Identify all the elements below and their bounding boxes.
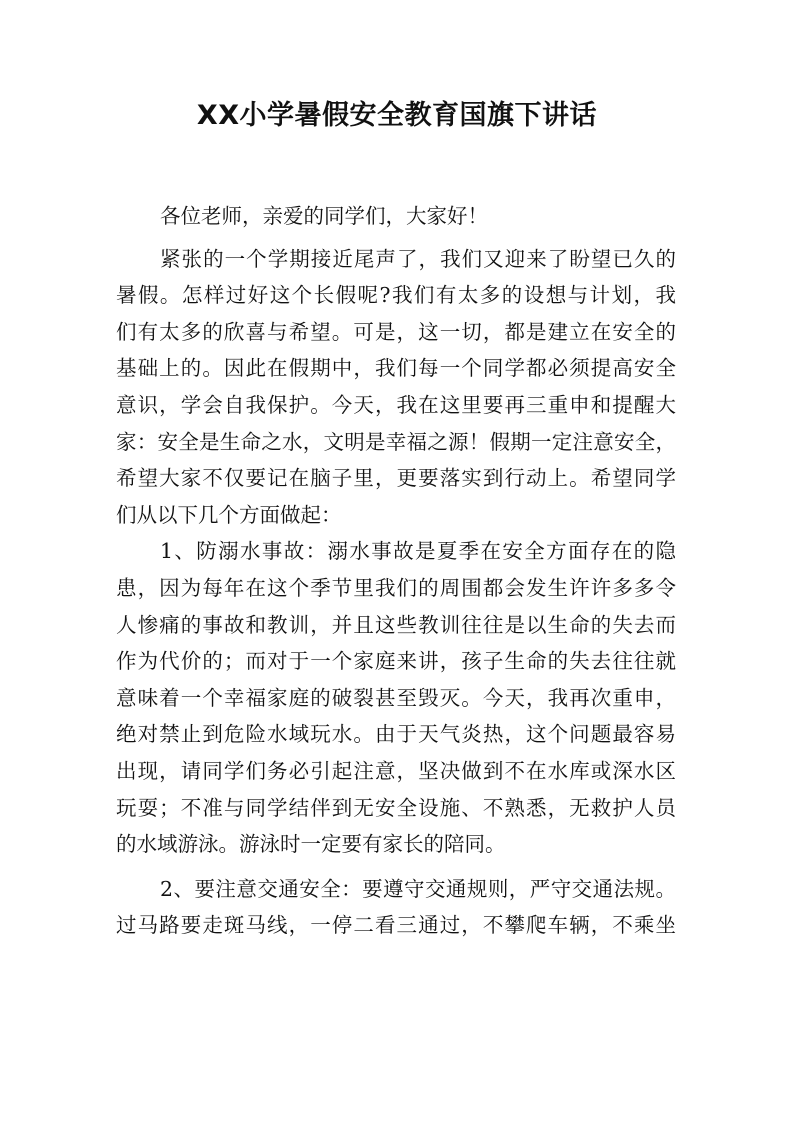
paragraph-1 xyxy=(116,241,676,534)
greeting-line: 各位老师，亲爱的同学们，大家好！ xyxy=(160,204,488,228)
paragraph-line: 过马路要走斑马线，一停二看三通过，不攀爬车辆，不乘坐 xyxy=(116,913,676,938)
paragraph-line: 紧张的一个学期接近尾声了，我们又迎来了盼望已久的 xyxy=(160,246,676,271)
document-body xyxy=(116,198,676,944)
paragraph-3 xyxy=(116,871,676,944)
paragraph-line: 2、要注意交通安全：要遵守交通规则，严守交通法规。 xyxy=(160,876,676,901)
paragraph-line: 人惨痛的事故和教训，并且这些教训往往是以生命的失去而 xyxy=(116,612,676,637)
paragraph-line: 患，因为每年在这个季节里我们的周围都会发生许许多多令 xyxy=(116,575,676,600)
paragraph-line: 的水域游泳。游泳时一定要有家长的陪同。 xyxy=(116,832,506,857)
paragraph-line: 绝对禁止到危险水域玩水。由于天气炎热，这个问题最容易 xyxy=(116,722,676,747)
paragraph-line: 希望大家不仅要记在脑子里，更要落实到行动上。希望同学 xyxy=(116,466,676,491)
paragraph-line: 暑假。怎样过好这个长假呢?我们有太多的设想与计划，我 xyxy=(116,283,676,308)
paragraph-line: 出现，请同学们务必引起注意，坚决做到不在水库或深水区 xyxy=(116,758,676,783)
paragraph-line: 家：安全是生命之水，文明是幸福之源！假期一定注意安全， xyxy=(116,429,676,454)
paragraph-line: 作为代价的；而对于一个家庭来讲，孩子生命的失去往往就 xyxy=(116,649,676,674)
paragraph-line: 意识，学会自我保护。今天，我在这里要再三重申和提醒大 xyxy=(116,392,676,417)
paragraph-line: 玩耍；不准与同学结伴到无安全设施、不熟悉，无救护人员 xyxy=(116,795,676,820)
paragraph-line: 们有太多的欣喜与希望。可是，这一切，都是建立在安全的 xyxy=(116,319,676,344)
paragraph-line: 们从以下几个方面做起： xyxy=(116,502,342,527)
paragraph-line: 1、防溺水事故：溺水事故是夏季在安全方面存在的隐 xyxy=(160,539,676,564)
paragraph-line: 意味着一个幸福家庭的破裂甚至毁灭。今天，我再次重申， xyxy=(116,685,676,710)
paragraph-2 xyxy=(116,533,676,862)
paragraph-line: 基础上的。因此在假期中，我们每一个同学都必须提高安全 xyxy=(116,356,676,381)
document-title: XX小学暑假安全教育国旗下讲话 xyxy=(196,100,598,131)
paragraph-gap xyxy=(116,863,676,871)
